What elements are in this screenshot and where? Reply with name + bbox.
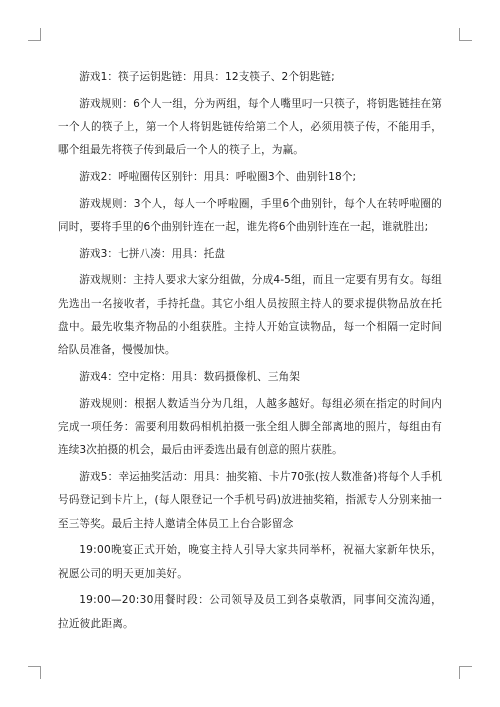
game-2-rules: 游戏规则：3个人，每人一个呼啦圈，手里6个曲别针，每个人在转呼啦圈的同时，要将手里的6个曲别针连在一起，谁先将6个曲别针连在一起，谁就胜出;: [58, 197, 442, 233]
game-2-title: 游戏2：呼啦圈传区别针：用具：呼啦圈3个、曲别针18个;: [79, 171, 357, 183]
dinner-time-paragraph: 19:00—20:30用餐时段：公司领导及员工到各桌敬酒，同事间交流沟通，拉近彼此距离。: [58, 594, 442, 630]
game-5-lottery: 游戏5：幸运抽奖活动：用具：抽奖箱、卡片70张(按人数准备)将每个人手机号码登记到卡片上，(每人限登记一个手机号码)放进抽奖箱，指派专人分别来抽一至三等奖。最后主持人邀请全体员工上台合影留念: [58, 471, 442, 530]
crop-mark-bottom-right: [459, 666, 472, 679]
dinner-start-paragraph: 19:00晚宴正式开始，晚宴主持人引导大家共同举杯，祝福大家新年快乐，祝愿公司的明天更加美好。: [58, 544, 442, 580]
game-4-rules: 游戏规则：根据人数适当分为几组，人越多越好。每组必须在指定的时间内完成一项任务：需要利用数码相机拍摄一张全组人脚全部离地的照片，每组由有连续3次拍摄的机会，最后由评委选出最有创意的照片获胜。: [58, 397, 442, 457]
game-3-title: 游戏3：七拼八凑：用具：托盘: [79, 247, 226, 260]
crop-mark-top-right: [459, 28, 472, 41]
game-1-title: 游戏1：筷子运钥匙链：用具：12支筷子、2个钥匙链;: [79, 71, 335, 83]
game-1-rules: 游戏规则：6个人一组，分为两组，每个人嘴里叼一只筷子，将钥匙链挂在第一个人的筷子上，第一个人将钥匙链传给第二个人，必须用筷子传，不能用手，哪个组最先将筷子传到最后一个人的筷子上，为赢。: [58, 97, 442, 157]
crop-mark-top-left: [28, 28, 41, 41]
crop-mark-bottom-left: [28, 666, 41, 679]
game-4-title: 游戏4：空中定格：用具：数码摄像机、三角架: [79, 371, 300, 383]
document-body: [58, 66, 442, 639]
game-3-rules: 游戏规则：主持人要求大家分组做，分成4-5组，而且一定要有男有女。每组先选出一名接收者，手持托盘。其它小组人员按照主持人的要求提供物品放在托盘中。最先收集齐物品的小组获胜。主持人开始宣读物品，每一个相隔一定时间给队员准备，慢慢加快。: [58, 274, 442, 357]
